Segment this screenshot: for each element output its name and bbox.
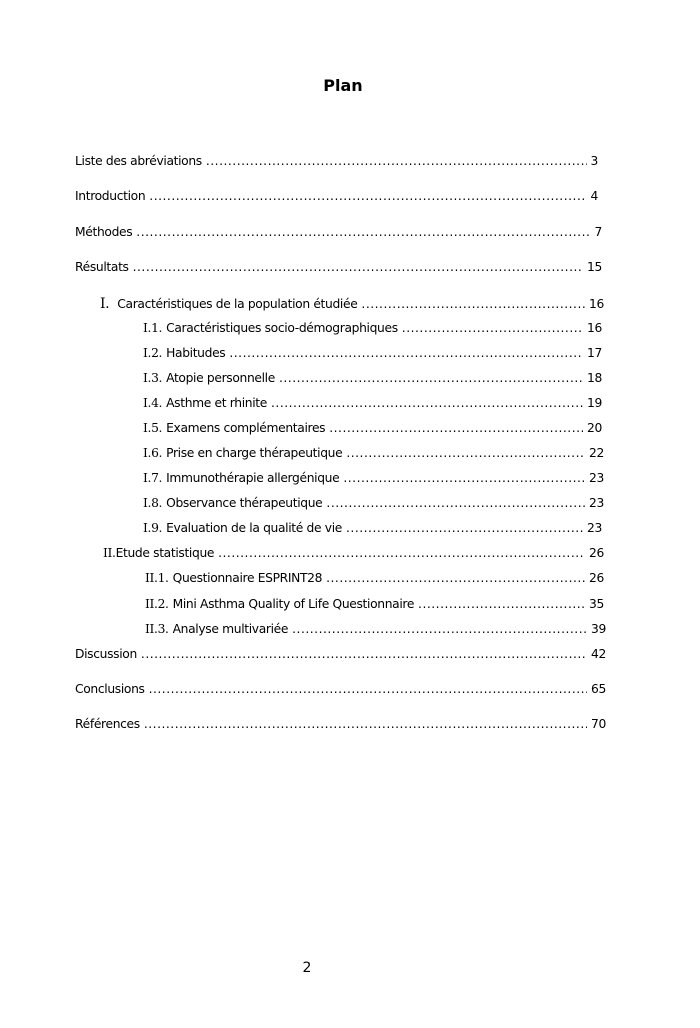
- toc-entry-page: 39: [591, 622, 606, 636]
- toc-entry-page: 26: [589, 546, 604, 560]
- toc-entry[interactable]: [103, 546, 604, 564]
- toc-entry-label: Habitudes: [166, 346, 226, 360]
- dot-leader: [346, 521, 583, 535]
- dot-leader: [418, 597, 585, 611]
- toc-entry[interactable]: [75, 154, 598, 172]
- dot-leader: [329, 421, 583, 435]
- toc-entry-label: Introduction: [75, 189, 146, 203]
- toc-entry-page: 23: [589, 471, 604, 485]
- toc-entry-title: [143, 496, 322, 510]
- toc-entry-page: 18: [587, 371, 602, 385]
- toc-entry-number: I.: [100, 296, 110, 312]
- dot-leader: [346, 446, 585, 460]
- toc-entry-page: 35: [589, 597, 604, 611]
- toc-entry-number: I.1.: [143, 321, 163, 335]
- toc-entry-number: I.2.: [143, 346, 163, 360]
- toc-entry[interactable]: [143, 371, 602, 389]
- toc-entry-title: [100, 296, 357, 312]
- dot-leader: [402, 321, 583, 335]
- toc-entry-title: [143, 346, 225, 360]
- toc-entry-label: Caractéristiques de la population étudiée: [117, 297, 358, 311]
- toc-entry-number: II.2.: [145, 597, 169, 611]
- toc-entry[interactable]: [145, 622, 606, 640]
- toc-entry[interactable]: [75, 717, 606, 735]
- dot-leader: [326, 571, 585, 585]
- toc-entry-page: 22: [589, 446, 604, 460]
- toc-entry-label: Analyse multivariée: [172, 622, 289, 636]
- dot-leader: [133, 260, 583, 274]
- toc-entry-label: Références: [75, 717, 140, 731]
- toc-entry[interactable]: [75, 647, 606, 665]
- toc-entry-label: Evaluation de la qualité de vie: [166, 521, 342, 535]
- toc-entry-title: [75, 154, 202, 168]
- toc-entry-label: Examens complémentaires: [166, 421, 326, 435]
- toc-entry-page: 20: [587, 421, 602, 435]
- dot-leader: [218, 546, 585, 560]
- toc-entry-label: Atopie personnelle: [166, 371, 275, 385]
- toc-entry-title: [145, 622, 288, 636]
- dot-leader: [149, 189, 586, 203]
- toc-entry-title: [145, 571, 322, 585]
- dot-leader: [361, 297, 585, 311]
- toc-entry-number: I.3.: [143, 371, 163, 385]
- toc-entry-title: [143, 421, 325, 435]
- dot-leader: [144, 717, 587, 731]
- toc-entry-label: Méthodes: [75, 225, 133, 239]
- toc-entry-label: Questionnaire ESPRINT28: [172, 571, 323, 585]
- toc-entry-title: [75, 717, 140, 731]
- toc-entry-number: II.3.: [145, 622, 169, 636]
- toc-entry-title: [143, 471, 339, 485]
- toc-entry-title: [103, 546, 214, 560]
- toc-entry[interactable]: [143, 521, 602, 539]
- toc-entry-title: [143, 521, 342, 535]
- dot-leader: [206, 154, 587, 168]
- toc-entry-page: 7: [594, 225, 602, 239]
- toc-entry-number: II.: [103, 546, 116, 560]
- toc-entry-label: Résultats: [75, 260, 129, 274]
- toc-entry-title: [75, 225, 132, 239]
- toc-entry[interactable]: [143, 321, 602, 339]
- toc-entry-page: 4: [590, 189, 598, 203]
- toc-entry-title: [145, 597, 414, 611]
- toc-entry-number: II.1.: [145, 571, 169, 585]
- toc-entry[interactable]: [75, 682, 606, 700]
- dot-leader: [271, 396, 583, 410]
- toc-entry-title: [143, 321, 398, 335]
- toc-entry[interactable]: [75, 225, 602, 243]
- toc-entry-page: 3: [590, 154, 598, 168]
- dot-leader: [136, 225, 590, 239]
- toc-entry-label: Observance thérapeutique: [166, 496, 323, 510]
- dot-leader: [141, 647, 587, 661]
- toc-entry[interactable]: [143, 346, 602, 364]
- toc-entry-number: I.7.: [143, 471, 163, 485]
- toc-entry-title: [143, 446, 342, 460]
- page-number: 2: [302, 960, 312, 976]
- toc-entry-label: Caractéristiques socio-démographiques: [166, 321, 398, 335]
- toc-entry-title: [143, 371, 275, 385]
- page-title: Plan: [323, 76, 363, 95]
- toc-entry[interactable]: [143, 421, 602, 439]
- toc-entry-number: I.6.: [143, 446, 163, 460]
- toc-entry-title: [75, 647, 137, 661]
- toc-entry-label: Prise en charge thérapeutique: [166, 446, 343, 460]
- toc-entry[interactable]: [143, 446, 604, 464]
- toc-entry-page: 26: [589, 571, 604, 585]
- toc-entry[interactable]: [143, 396, 602, 414]
- toc-entry-title: [143, 396, 267, 410]
- toc-entry-title: [75, 682, 145, 696]
- dot-leader: [149, 682, 587, 696]
- toc-entry[interactable]: [100, 296, 604, 314]
- dot-leader: [326, 496, 585, 510]
- toc-entry-page: 65: [591, 682, 606, 696]
- toc-entry-title: [75, 260, 129, 274]
- toc-entry-label: Etude statistique: [115, 546, 215, 560]
- dot-leader: [343, 471, 585, 485]
- toc-entry-page: 19: [587, 396, 602, 410]
- toc-entry-page: 16: [587, 321, 602, 335]
- toc-entry-page: 23: [589, 496, 604, 510]
- toc-entry[interactable]: [75, 260, 602, 278]
- toc-entry-number: I.8.: [143, 496, 163, 510]
- toc-entry[interactable]: [143, 471, 604, 489]
- toc-entry-page: 23: [587, 521, 602, 535]
- dot-leader: [292, 622, 587, 636]
- toc-entry-label: Conclusions: [75, 682, 145, 696]
- toc-entry-number: I.9.: [143, 521, 163, 535]
- toc-entry-label: Liste des abréviations: [75, 154, 202, 168]
- toc-entry-title: [75, 189, 145, 203]
- toc-entry-label: Mini Asthma Quality of Life Questionnaire: [172, 597, 415, 611]
- toc-entry-page: 16: [589, 297, 604, 311]
- toc-entry-label: Discussion: [75, 647, 137, 661]
- toc-entry-page: 17: [587, 346, 602, 360]
- toc-entry[interactable]: [145, 571, 604, 589]
- dot-leader: [279, 371, 583, 385]
- toc-entry-label: Immunothérapie allergénique: [166, 471, 340, 485]
- toc-entry-label: Asthme et rhinite: [166, 396, 267, 410]
- toc-entry-number: I.4.: [143, 396, 163, 410]
- toc-entry[interactable]: [145, 597, 604, 615]
- toc-entry-page: 15: [587, 260, 602, 274]
- toc-entry[interactable]: [143, 496, 604, 514]
- dot-leader: [229, 346, 583, 360]
- toc-entry[interactable]: [75, 189, 598, 207]
- toc-entry-number: I.5.: [143, 421, 163, 435]
- toc-entry-page: 70: [591, 717, 606, 731]
- toc-entry-page: 42: [591, 647, 606, 661]
